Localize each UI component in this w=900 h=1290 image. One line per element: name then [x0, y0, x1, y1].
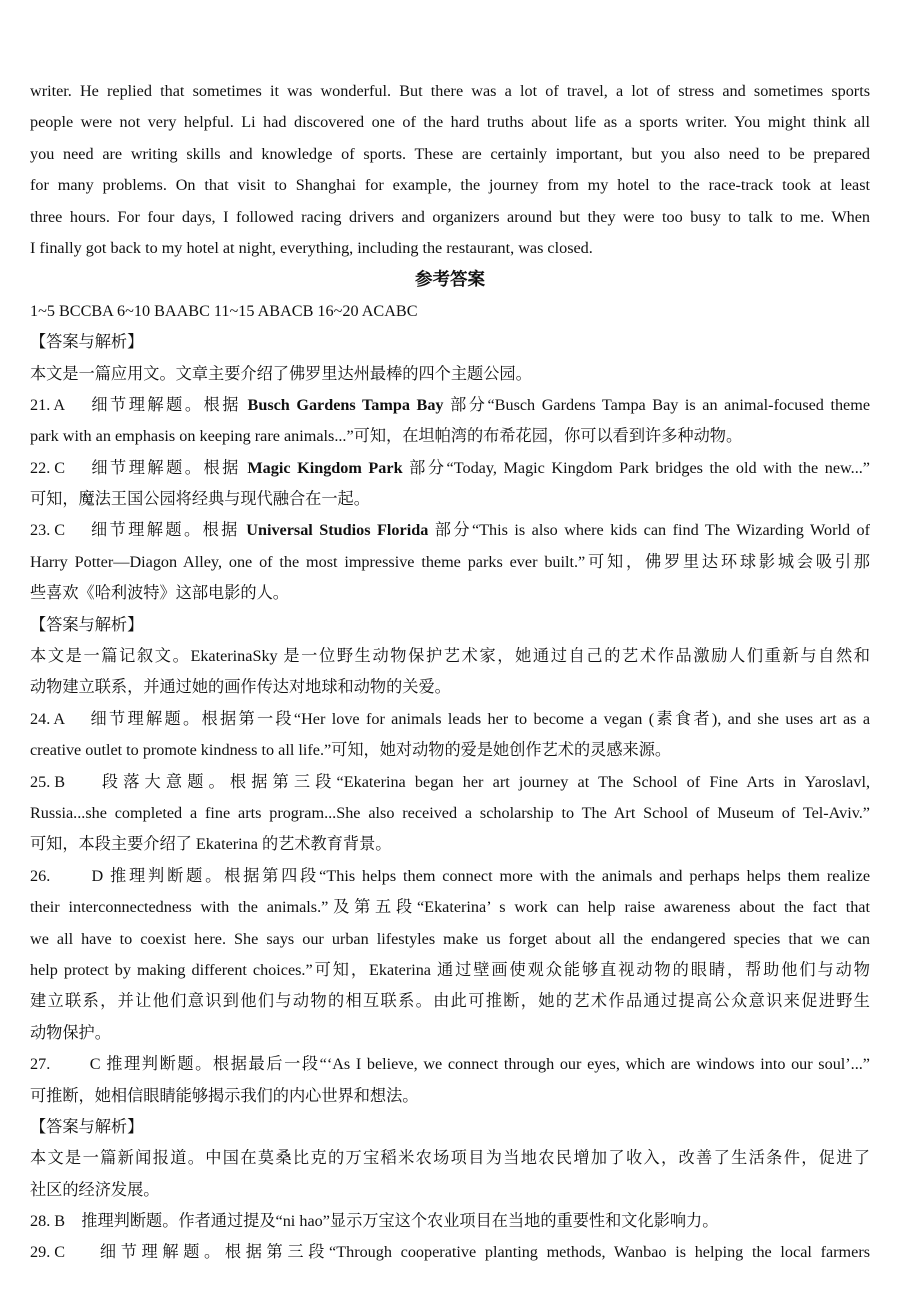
explanation-text: 细节理解题。根据 — [90, 521, 247, 540]
section-tag: 【答案与解析】 — [30, 615, 144, 634]
explanation-text: D 推理判断题。根据第四段“This helps them connect more with the animals and perhaps helps them realize — [91, 866, 870, 885]
question-28 — [30, 1206, 870, 1237]
explanation-line: we all have to coexist here. She says our urban lifestyles make us forget about all the endangered species that we can — [30, 929, 870, 948]
question-23 — [30, 515, 870, 546]
question-number: 28. B — [30, 1212, 66, 1231]
explanation-text: C 推理判断题。根据最后一段“‘As I believe, we connect through our eyes, which are windows into our soul’...” — [89, 1055, 870, 1074]
explanation-line: Russia...she completed a fine arts program...She also received a scholarship to The Art School of Museum of Tel-Aviv.” — [30, 803, 870, 822]
section-summary: 动物建立联系，并通过她的画作传达对地球和动物的关爱。 — [30, 678, 451, 697]
question-number: 25. B — [30, 772, 66, 791]
explanation-line: 建立联系，并让他们意识到他们与动物的相互联系。由此可推断，她的艺术作品通过提高公众意识来促进野生 — [30, 992, 870, 1011]
passage-line: writer. He replied that sometimes it was wonderful. But there was a lot of travel, a lot of stress and sometimes sports — [30, 82, 870, 100]
question-24 — [30, 704, 870, 735]
question-29 — [30, 1237, 870, 1268]
section-summary: 社区的经济发展。 — [30, 1180, 160, 1199]
explanation-text: 细节理解题。根据 — [91, 395, 248, 414]
explanation-line: park with an emphasis on keeping rare animals...”可知，在坦帕湾的布希花园，你可以看到许多种动物。 — [30, 427, 743, 446]
question-number: 27. — [30, 1055, 51, 1074]
answer-key: 1~5 BCCBA 6~10 BAABC 11~15 ABACB 16~20 ACABC — [30, 301, 418, 320]
explanation-text: 部分“Today, Magic Kingdom Park bridges the old with the new...” — [402, 458, 870, 477]
passage-line: people were not very helpful. Li had discovered one of the hard truths about life as a sports writer. You might think all — [30, 113, 870, 132]
explanation-text: 部分“Busch Gardens Tampa Bay is an animal-focused theme — [443, 395, 870, 414]
explanation-line: their interconnectedness with the animals.”及第五段“Ekaterina’ s work can help raise awareness about the fact that — [30, 898, 870, 917]
section-summary: 本文是一篇记叙文。EkaterinaSky 是一位野生动物保护艺术家，她通过自己的艺术作品激励人们重新与自然和 — [30, 647, 870, 666]
explanation-line: 动物保护。 — [30, 1023, 111, 1042]
section-tag: 【答案与解析】 — [30, 333, 144, 352]
answers-heading: 参考答案 — [415, 269, 485, 290]
section-summary: 本文是一篇新闻报道。中国在莫桑比克的万宝稻米农场项目为当地农民增加了收入，改善了生活条件，促进了 — [30, 1149, 870, 1168]
passage-line: for many problems. On that visit to Shanghai for example, the journey from my hotel to the race-track took at least — [30, 176, 870, 195]
question-26 — [30, 861, 870, 892]
explanation-line: 可知，魔法王国公园将经典与现代融合在一起。 — [30, 490, 370, 509]
document-page — [30, 76, 870, 1269]
question-21 — [30, 390, 870, 421]
question-number: 24. A — [30, 709, 66, 728]
section-tag: 【答案与解析】 — [30, 1117, 144, 1136]
passage-line: I finally got back to my hotel at night, everything, including the restaurant, was closed. — [30, 238, 593, 257]
passage-line: you need are writing skills and knowledge of sports. These are certainly important, but you also need to be prepared — [30, 144, 870, 163]
question-number: 23. C — [30, 521, 66, 540]
section-name: Magic Kingdom Park — [247, 458, 403, 477]
explanation-line: 可推断，她相信眼睛能够揭示我们的内心世界和想法。 — [30, 1086, 419, 1105]
explanation-text: 细节理解题。根据 — [91, 458, 248, 477]
question-27 — [30, 1049, 870, 1080]
question-22 — [30, 453, 870, 484]
explanation-text: 段落大意题。根据第三段“Ekaterina began her art journey at The School of Fine Arts in Yaroslavl, — [101, 772, 870, 791]
explanation-line: help protect by making different choices.”可知，Ekaterina 通过壁画使观众能够直视动物的眼睛，帮助他们与动物 — [30, 960, 870, 979]
question-number: 29. C — [30, 1243, 66, 1262]
explanation-line: 可知，本段主要介绍了 Ekaterina 的艺术教育背景。 — [30, 835, 392, 854]
question-number: 22. C — [30, 458, 66, 477]
explanation-line: creative outlet to promote kindness to all life.”可知，她对动物的爱是她创作艺术的灵感来源。 — [30, 741, 672, 760]
explanation-text: 部分“This is also where kids can find The Wizarding World of — [428, 521, 870, 540]
explanation-line: Harry Potter—Diagon Alley, one of the most impressive theme parks ever built.”可知，佛罗里达环球影城会吸引那 — [30, 552, 870, 571]
explanation-text: 推理判断题。作者通过提及“ni hao”显示万宝这个农业项目在当地的重要性和文化影响力。 — [81, 1212, 719, 1231]
explanation-line: 些喜欢《哈利波特》这部电影的人。 — [30, 584, 289, 603]
passage-line: three hours. For four days, I followed racing drivers and organizers around but they were too busy to talk to me. When — [30, 207, 870, 226]
explanation-text: 细节理解题。根据第三段“Through cooperative planting methods, Wanbao is helping the local farmers — [99, 1243, 870, 1262]
question-25 — [30, 767, 870, 798]
question-number: 26. — [30, 866, 51, 885]
section-name: Universal Studios Florida — [246, 521, 429, 540]
section-summary: 本文是一篇应用文。文章主要介绍了佛罗里达州最棒的四个主题公园。 — [30, 364, 532, 383]
explanation-text: 细节理解题。根据第一段“Her love for animals leads her to become a vegan (素食者), and she uses art as a — [90, 709, 870, 728]
question-number: 21. A — [30, 395, 66, 414]
section-name: Busch Gardens Tampa Bay — [247, 395, 444, 414]
